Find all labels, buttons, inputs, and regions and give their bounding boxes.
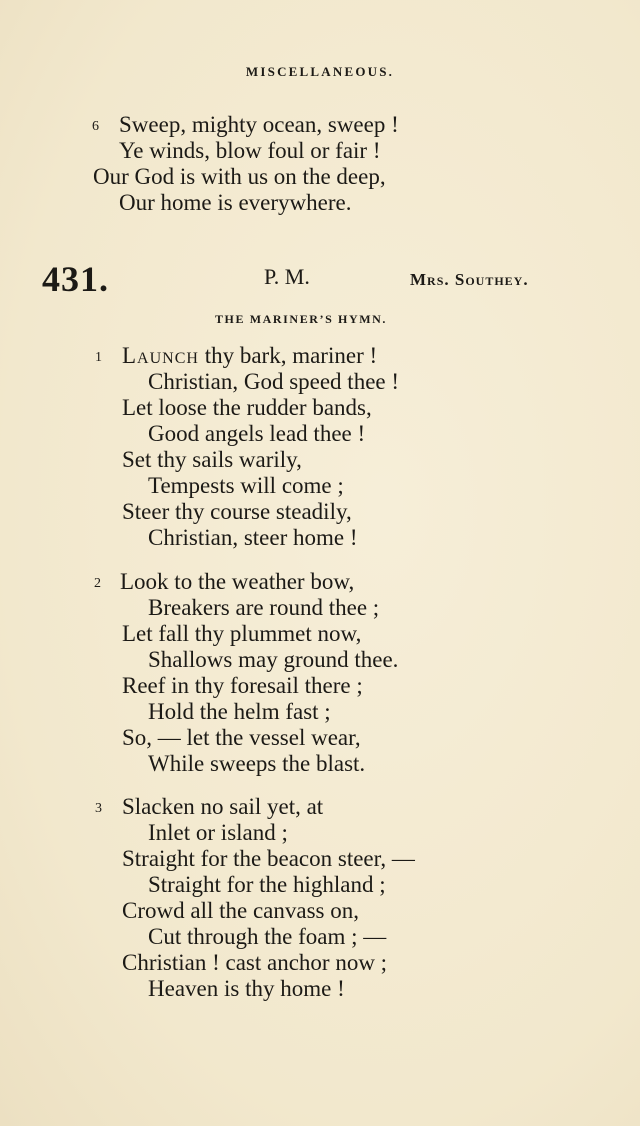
previous-line-1: Sweep, mighty ocean, sweep !: [119, 112, 399, 137]
hymn-number: 431.: [42, 259, 109, 299]
stanza-2-line-8: While sweeps the blast.: [148, 751, 366, 776]
stanza-3-line-4: Straight for the highland ;: [148, 872, 386, 897]
stanza-2-line-5: Reef in thy foresail there ;: [122, 673, 363, 698]
stanza-2-line-4: Shallows may ground thee.: [148, 647, 399, 672]
stanza-2-line-1: Look to the weather bow,: [120, 569, 355, 594]
stanza-3-line-2: Inlet or island ;: [148, 820, 288, 845]
previous-line-2: Ye winds, blow foul or fair !: [119, 138, 381, 163]
stanza-3-line-8: Heaven is thy home !: [148, 976, 345, 1001]
stanza-3-line-6: Cut through the foam ; —: [148, 924, 387, 949]
stanza-2-line-7: So, — let the vessel wear,: [122, 725, 361, 750]
stanza-3-line-1: Slacken no sail yet, at: [122, 794, 324, 819]
previous-line-3: Our God is with us on the deep,: [93, 164, 386, 189]
stanza-3-line-5: Crowd all the canvass on,: [122, 898, 359, 923]
stanza-1-line-4: Good angels lead thee !: [148, 421, 366, 446]
stanza-1-line-2: Christian, God speed thee !: [148, 369, 400, 394]
stanza-number-3: 3: [95, 801, 102, 816]
stanza-1-line-8: Christian, steer home !: [148, 525, 358, 550]
stanza-number-2: 2: [94, 576, 101, 591]
stanza-1-line-7: Steer thy course steadily,: [122, 499, 352, 524]
running-head: MISCELLANEOUS.: [245, 64, 395, 79]
previous-line-4: Our home is everywhere.: [119, 190, 352, 215]
stanza-3-line-3: Straight for the beacon steer, —: [122, 846, 415, 871]
stanza-number-1: 1: [95, 350, 102, 365]
stanza-1-first-rest: thy bark, mariner !: [198, 343, 378, 368]
hymn-subtitle: THE MARINER’S HYMN.: [214, 312, 388, 326]
stanza-1-line-6: Tempests will come ;: [148, 473, 344, 498]
hymn-author: Mrs. Southey.: [410, 270, 529, 289]
stanza-1-line-1: [122, 343, 377, 369]
hymn-meter: P. M.: [264, 264, 310, 289]
stanza-1-line-5: Set thy sails warily,: [122, 447, 302, 472]
stanza-3-line-7: Christian ! cast anchor now ;: [122, 950, 388, 975]
stanza-1-first-word: Launch: [122, 343, 199, 368]
stanza-2-line-6: Hold the helm fast ;: [148, 699, 331, 724]
stanza-2-line-3: Let fall thy plummet now,: [122, 621, 362, 646]
stanza-2-line-2: Breakers are round thee ;: [148, 595, 380, 620]
stanza-1-line-3: Let loose the rudder bands,: [122, 395, 372, 420]
previous-stanza-number: 6: [92, 119, 99, 134]
